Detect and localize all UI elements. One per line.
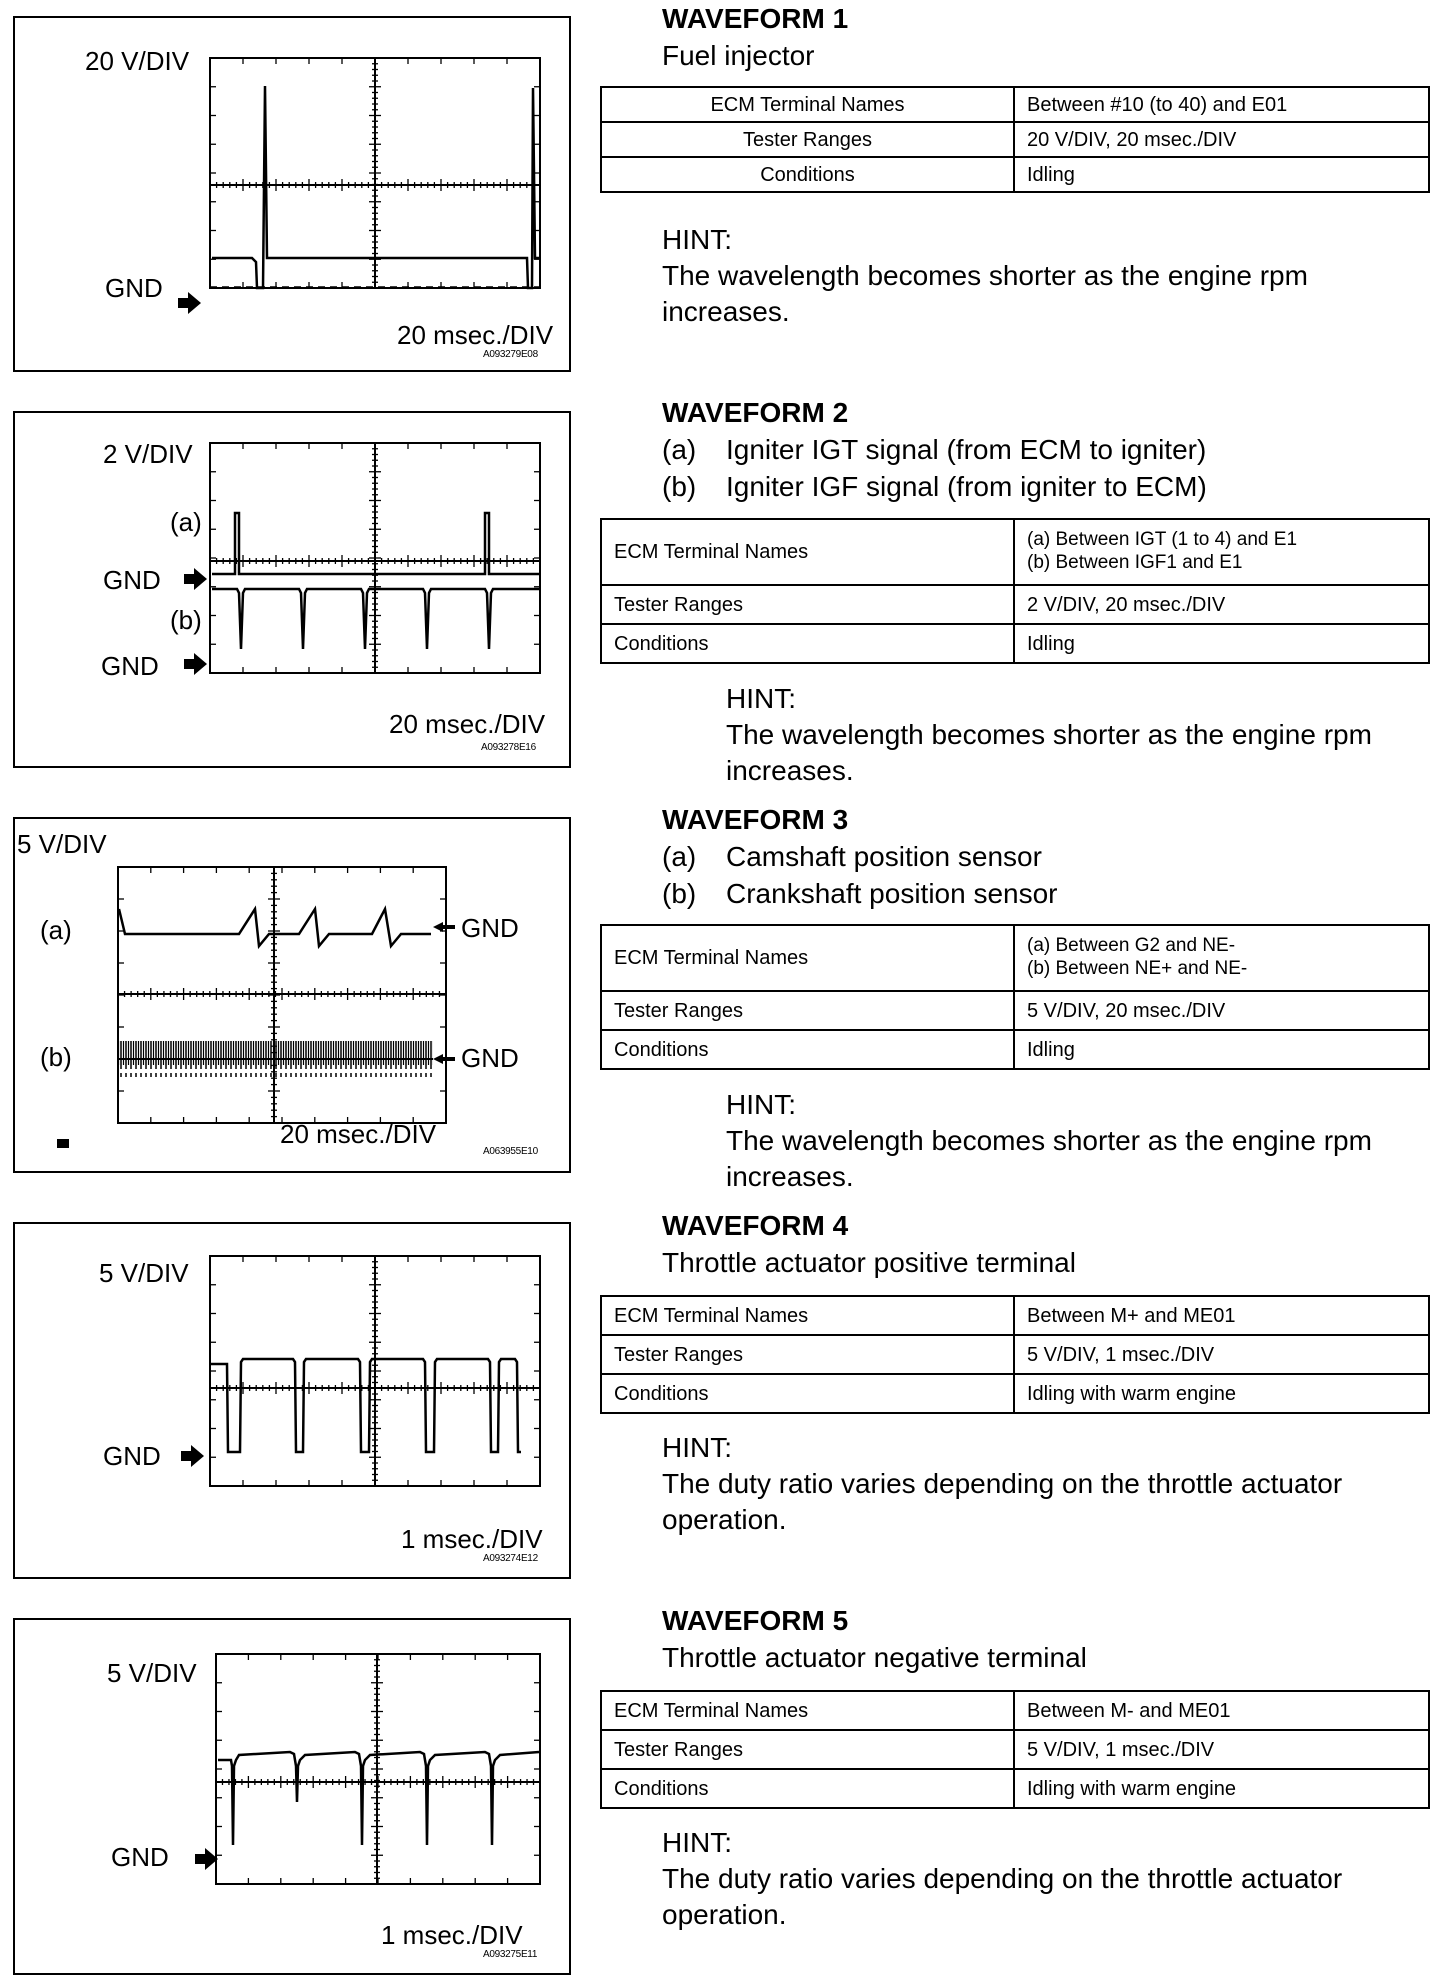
table-row	[601, 87, 1429, 122]
item-text: Crankshaft position sensor	[726, 878, 1058, 909]
item-text: Camshaft position sensor	[726, 841, 1042, 872]
waveform-2-heading	[662, 394, 1432, 505]
table-row	[601, 624, 1429, 663]
waveform-4-gnd-label: GND	[103, 1441, 161, 1471]
table-cell: ECM Terminal Names	[601, 1296, 1014, 1335]
hint-text: The wavelength becomes shorter as the engine rpm increases.	[726, 719, 1372, 786]
waveform-3-label-b: (b)	[40, 1042, 72, 1072]
table-row	[601, 925, 1429, 991]
list-item	[662, 431, 1432, 468]
table-row	[601, 1374, 1429, 1413]
table-cell: Idling with warm engine	[1014, 1374, 1429, 1413]
waveform-1-hint	[662, 222, 1402, 330]
waveform-2-table	[600, 518, 1430, 664]
waveform-2-volt-scale: 2 V/DIV	[103, 439, 193, 469]
table-cell: Conditions	[601, 1374, 1014, 1413]
waveform-5-scope-panel	[13, 1618, 571, 1975]
waveform-3-title: WAVEFORM 3	[662, 804, 849, 835]
hint-label: HINT:	[726, 683, 796, 714]
waveform-3-gnd-label-a: GND	[461, 913, 519, 943]
table-cell	[1014, 519, 1429, 585]
hint-text: The wavelength becomes shorter as the engine rpm increases.	[662, 260, 1308, 327]
waveform-1-volt-scale: 20 V/DIV	[85, 46, 190, 76]
list-item	[662, 838, 1432, 875]
waveform-1-time-scale: 20 msec./DIV	[397, 320, 554, 350]
waveform-1-heading	[662, 0, 1432, 74]
table-cell: Tester Ranges	[601, 1335, 1014, 1374]
item-text: Igniter IGT signal (from ECM to igniter)	[726, 434, 1207, 465]
table-cell: Tester Ranges	[601, 991, 1014, 1030]
waveform-5-volt-scale: 5 V/DIV	[107, 1658, 197, 1688]
table-row	[601, 122, 1429, 157]
waveform-1-figure-code: A093279E08	[483, 349, 538, 360]
table-cell: Conditions	[601, 624, 1014, 663]
cell-line: (b) Between NE+ and NE-	[1027, 958, 1248, 979]
item-key: (a)	[662, 434, 697, 465]
hint-text: The duty ratio varies depending on the throttle actuator operation.	[662, 1863, 1343, 1930]
waveform-4-time-scale: 1 msec./DIV	[401, 1524, 543, 1554]
table-cell: Idling	[1014, 157, 1429, 192]
waveform-5-gnd-label: GND	[111, 1842, 169, 1872]
waveform-1-scope-panel	[13, 16, 571, 372]
table-cell: Tester Ranges	[601, 585, 1014, 624]
waveform-1-title: WAVEFORM 1	[662, 3, 849, 34]
table-row	[601, 1030, 1429, 1069]
waveform-4-heading	[662, 1207, 1432, 1281]
waveform-3-gnd-label-b: GND	[461, 1043, 519, 1073]
waveform-1-gnd-label: GND	[105, 273, 163, 303]
table-cell: ECM Terminal Names	[601, 925, 1014, 991]
waveform-2-label-b: (b)	[170, 605, 202, 635]
waveform-5-subtitle: Throttle actuator negative terminal	[662, 1642, 1087, 1673]
table-cell: Conditions	[601, 1030, 1014, 1069]
waveform-5-table	[600, 1690, 1430, 1809]
table-cell: ECM Terminal Names	[601, 519, 1014, 585]
waveform-3-figure-code: A063955E10	[483, 1146, 538, 1157]
waveform-4-volt-scale: 5 V/DIV	[99, 1258, 189, 1288]
waveform-5-heading	[662, 1602, 1432, 1676]
table-cell: Tester Ranges	[601, 1730, 1014, 1769]
table-cell: Conditions	[601, 1769, 1014, 1808]
waveform-4-hint	[662, 1430, 1422, 1538]
table-row	[601, 1296, 1429, 1335]
table-cell: Conditions	[601, 157, 1014, 192]
waveform-5-figure-code: A093275E11	[483, 1949, 538, 1960]
table-cell: Idling	[1014, 624, 1429, 663]
table-row	[601, 157, 1429, 192]
table-row	[601, 1335, 1429, 1374]
waveform-2-gnd-label-b: GND	[101, 651, 159, 681]
table-cell: Idling with warm engine	[1014, 1769, 1429, 1808]
table-cell: Between M- and ME01	[1014, 1691, 1429, 1730]
waveform-3-time-scale: 20 msec./DIV	[280, 1119, 437, 1149]
table-cell: ECM Terminal Names	[601, 1691, 1014, 1730]
table-row	[601, 991, 1429, 1030]
waveform-2-hint	[726, 681, 1426, 789]
table-cell: Idling	[1014, 1030, 1429, 1069]
item-key: (b)	[662, 471, 697, 502]
waveform-2-figure-code: A093278E16	[481, 742, 536, 753]
table-row	[601, 519, 1429, 585]
waveform-4-title: WAVEFORM 4	[662, 1210, 849, 1241]
hint-label: HINT:	[726, 1089, 796, 1120]
list-item	[662, 875, 1432, 912]
table-cell: 2 V/DIV, 20 msec./DIV	[1014, 585, 1429, 624]
table-cell: 5 V/DIV, 1 msec./DIV	[1014, 1730, 1429, 1769]
table-cell: Tester Ranges	[601, 122, 1014, 157]
waveform-3-volt-scale: 5 V/DIV	[17, 829, 107, 859]
waveform-5-time-scale: 1 msec./DIV	[381, 1920, 523, 1950]
waveform-3-table	[600, 924, 1430, 1070]
waveform-4-scope-panel	[13, 1222, 571, 1579]
waveform-3-hint	[726, 1087, 1426, 1195]
item-key: (a)	[662, 841, 697, 872]
waveform-2-time-scale: 20 msec./DIV	[389, 709, 546, 739]
waveform-1-table	[600, 86, 1430, 193]
hint-label: HINT:	[662, 1827, 732, 1858]
waveform-3-heading	[662, 801, 1432, 912]
table-row	[601, 585, 1429, 624]
waveform-4-subtitle: Throttle actuator positive terminal	[662, 1247, 1076, 1278]
hint-text: The wavelength becomes shorter as the engine rpm increases.	[726, 1125, 1372, 1192]
waveform-3-scope-panel	[13, 817, 571, 1173]
waveform-3-label-a: (a)	[40, 915, 72, 945]
cell-line: (b) Between IGF1 and E1	[1027, 552, 1243, 573]
item-text: Igniter IGF signal (from igniter to ECM)	[726, 471, 1207, 502]
table-cell: 20 V/DIV, 20 msec./DIV	[1014, 122, 1429, 157]
table-cell	[1014, 925, 1429, 991]
waveform-4-figure-code: A093274E12	[483, 1553, 538, 1564]
list-item	[662, 468, 1432, 505]
table-cell: Between #10 (to 40) and E01	[1014, 87, 1429, 122]
table-cell: 5 V/DIV, 20 msec./DIV	[1014, 991, 1429, 1030]
waveform-2-title: WAVEFORM 2	[662, 397, 849, 428]
table-cell: 5 V/DIV, 1 msec./DIV	[1014, 1335, 1429, 1374]
table-row	[601, 1769, 1429, 1808]
hint-label: HINT:	[662, 1432, 732, 1463]
hint-text: The duty ratio varies depending on the throttle actuator operation.	[662, 1468, 1343, 1535]
waveform-4-table	[600, 1295, 1430, 1414]
waveform-2-scope-panel	[13, 411, 571, 768]
cell-line: (a) Between G2 and NE-	[1027, 935, 1236, 957]
hint-label: HINT:	[662, 224, 732, 255]
table-row	[601, 1730, 1429, 1769]
waveform-1-subtitle: Fuel injector	[662, 40, 815, 71]
waveform-5-title: WAVEFORM 5	[662, 1605, 849, 1636]
table-cell: Between M+ and ME01	[1014, 1296, 1429, 1335]
item-key: (b)	[662, 878, 697, 909]
waveform-2-gnd-label-a: GND	[103, 565, 161, 595]
table-cell: ECM Terminal Names	[601, 87, 1014, 122]
waveform-5-hint	[662, 1825, 1422, 1933]
waveform-2-label-a: (a)	[170, 507, 202, 537]
cell-line: (a) Between IGT (1 to 4) and E1	[1027, 529, 1298, 551]
table-row	[601, 1691, 1429, 1730]
